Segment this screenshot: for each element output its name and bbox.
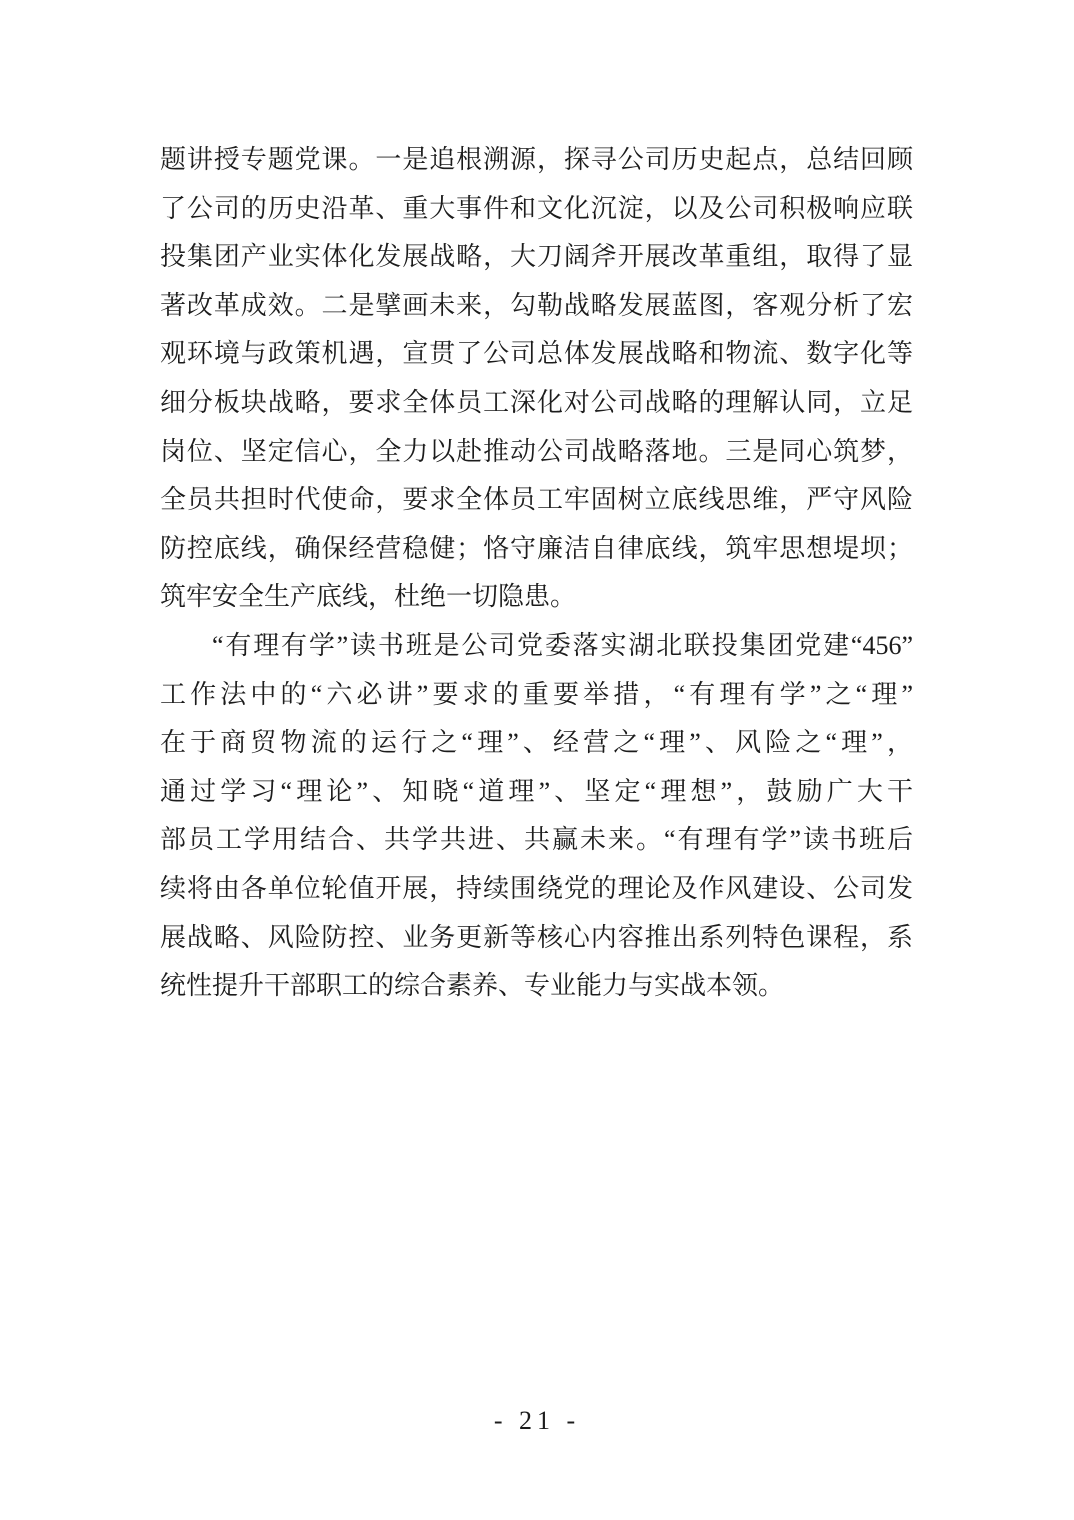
text-line: 了公司的历史沿革、重大事件和文化沉淀，以及公司积极响应联 <box>160 193 913 223</box>
document-body <box>160 136 913 1011</box>
text-line: 工作法中的“六必讲”要求的重要举措，“有理有学”之“理” <box>160 679 913 709</box>
text-line: 续将由各单位轮值开展，持续围绕党的理论及作风建设、公司发 <box>160 873 913 903</box>
text-line: 筑牢安全生产底线，杜绝一切隐患。 <box>160 582 577 612</box>
text-line: 岗位、坚定信心，全力以赴推动公司战略落地。三是同心筑梦， <box>160 436 913 466</box>
text-line: 部员工学用结合、共学共进、共赢未来。“有理有学”读书班后 <box>160 825 913 855</box>
text-line: 在于商贸物流的运行之“理”、经营之“理”、风险之“理”， <box>160 728 913 758</box>
text-line: “有理有学”读书班是公司党委落实湖北联投集团党建“456” <box>212 630 913 660</box>
text-line: 投集团产业实体化发展战略，大刀阔斧开展改革重组，取得了显 <box>160 242 913 272</box>
page-number: - 21 - <box>493 1406 581 1435</box>
text-line: 通过学习“理论”、知晓“道理”、坚定“理想”，鼓励广大干 <box>160 776 913 806</box>
text-line: 著改革成效。二是擘画未来，勾勒战略发展蓝图，客观分析了宏 <box>160 290 913 320</box>
text-line: 观环境与政策机遇，宣贯了公司总体发展战略和物流、数字化等 <box>160 339 913 369</box>
text-line: 细分板块战略，要求全体员工深化对公司战略的理解认同，立足 <box>160 387 913 417</box>
text-line: 全员共担时代使命，要求全体员工牢固树立底线思维，严守风险 <box>160 485 913 515</box>
text-line: 统性提升干部职工的综合素养、专业能力与实战本领。 <box>160 971 785 1001</box>
text-line: 展战略、风险防控、业务更新等核心内容推出系列特色课程，系 <box>160 922 913 952</box>
text-line: 题讲授专题党课。一是追根溯源，探寻公司历史起点，总结回顾 <box>160 145 913 174</box>
text-line: 防控底线，确保经营稳健；恪守廉洁自律底线，筑牢思想堤坝； <box>160 533 913 563</box>
